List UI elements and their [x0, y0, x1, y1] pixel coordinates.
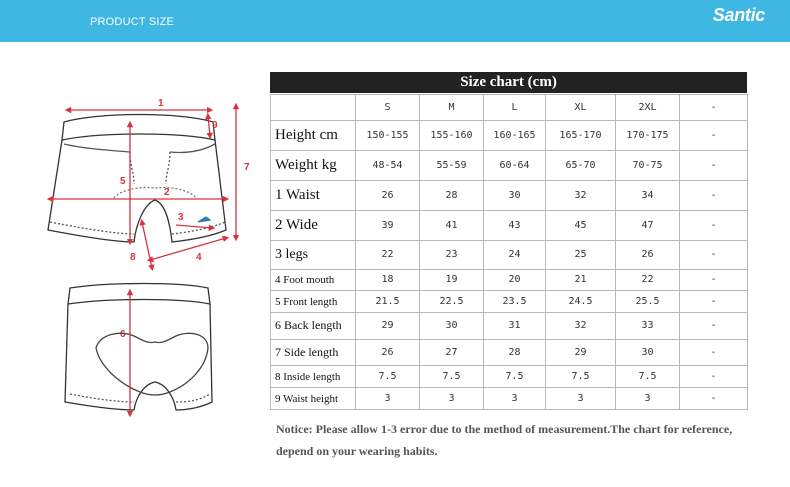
table-cell: 34 [616, 181, 680, 211]
table-row [271, 366, 748, 388]
table-cell: 7.5 [546, 366, 616, 388]
table-cell: 24 [484, 241, 546, 269]
table-row [271, 121, 748, 151]
label-4: 4 [196, 252, 202, 263]
label-3: 3 [178, 212, 184, 223]
table-cell: 26 [356, 181, 420, 211]
column-header: 2XL [616, 95, 680, 121]
table-cell: - [680, 151, 748, 181]
column-header: L [484, 95, 546, 121]
row-label: 7 Side length [271, 339, 356, 366]
table-cell: 22.5 [420, 291, 484, 313]
label-9: 9 [212, 120, 218, 131]
table-cell: 29 [546, 339, 616, 366]
table-cell: 22 [356, 241, 420, 269]
table-cell: 7.5 [616, 366, 680, 388]
table-cell: 165-170 [546, 121, 616, 151]
table-cell: 26 [356, 339, 420, 366]
section-label: PRODUCT SIZE [90, 16, 175, 28]
table-cell: 30 [616, 339, 680, 366]
table-cell: 55-59 [420, 151, 484, 181]
table-cell: 3 [484, 388, 546, 410]
table-cell: 170-175 [616, 121, 680, 151]
table-cell: 32 [546, 181, 616, 211]
label-8: 8 [130, 252, 136, 263]
table-cell: 41 [420, 211, 484, 241]
table-row [271, 181, 748, 211]
table-cell: 24.5 [546, 291, 616, 313]
table-cell: 39 [356, 211, 420, 241]
row-label: 4 Foot mouth [271, 269, 356, 291]
label-1: 1 [158, 98, 164, 109]
table-cell: 28 [420, 181, 484, 211]
column-header: - [680, 95, 748, 121]
table-cell: 48-54 [356, 151, 420, 181]
table-cell: - [680, 241, 748, 269]
table-row [271, 388, 748, 410]
table-cell: 22 [616, 269, 680, 291]
table-cell: 32 [546, 313, 616, 340]
table-cell: - [680, 366, 748, 388]
row-label: 6 Back length [271, 313, 356, 340]
table-cell: 155-160 [420, 121, 484, 151]
column-header: XL [546, 95, 616, 121]
table-cell: - [680, 121, 748, 151]
table-cell: - [680, 313, 748, 340]
table-row [271, 211, 748, 241]
notice-line-1: Notice: Please allow 1-3 error due to the method of measurement.The chart for reference, [276, 422, 733, 436]
row-label: 5 Front length [271, 291, 356, 313]
table-cell: 30 [420, 313, 484, 340]
table-cell: 31 [484, 313, 546, 340]
table-cell: 7.5 [356, 366, 420, 388]
table-cell: 3 [420, 388, 484, 410]
table-cell: 65-70 [546, 151, 616, 181]
table-cell: 45 [546, 211, 616, 241]
table-cell: - [680, 181, 748, 211]
table-cell: - [680, 269, 748, 291]
table-cell: 28 [484, 339, 546, 366]
table-cell: 20 [484, 269, 546, 291]
table-row [271, 291, 748, 313]
table-cell: 160-165 [484, 121, 546, 151]
table-cell: 7.5 [420, 366, 484, 388]
measurement-notice [276, 418, 746, 462]
table-cell: 18 [356, 269, 420, 291]
table-cell: 30 [484, 181, 546, 211]
row-label: 8 Inside length [271, 366, 356, 388]
size-chart-table [270, 94, 748, 410]
row-label: 9 Waist height [271, 388, 356, 410]
table-cell: 3 [616, 388, 680, 410]
size-chart-title: Size chart (cm) [270, 72, 747, 93]
table-cell: 25.5 [616, 291, 680, 313]
table-cell: 70-75 [616, 151, 680, 181]
table-row [271, 151, 748, 181]
shorts-measurement-diagram [30, 92, 255, 432]
table-header-row [271, 95, 748, 121]
table-cell: 7.5 [484, 366, 546, 388]
back-shorts-outline [65, 284, 212, 411]
table-cell: 3 [546, 388, 616, 410]
label-2: 2 [164, 187, 170, 198]
table-cell: - [680, 291, 748, 313]
label-6: 6 [120, 329, 126, 340]
row-label: 1 Waist [271, 181, 356, 211]
table-cell: - [680, 211, 748, 241]
table-cell: 19 [420, 269, 484, 291]
table-cell: 26 [616, 241, 680, 269]
table-row [271, 313, 748, 340]
table-cell: 23 [420, 241, 484, 269]
table-cell: 29 [356, 313, 420, 340]
notice-line-2: depend on your wearing habits. [276, 444, 438, 458]
column-header: M [420, 95, 484, 121]
row-label: 3 legs [271, 241, 356, 269]
column-header: S [356, 95, 420, 121]
label-5: 5 [120, 176, 126, 187]
table-cell: - [680, 388, 748, 410]
header-bar [0, 0, 790, 42]
table-cell: 3 [356, 388, 420, 410]
table-cell: 43 [484, 211, 546, 241]
table-row [271, 339, 748, 366]
brand-logo: Santic [712, 5, 765, 25]
header-corner-cell [271, 95, 356, 121]
row-label: Height cm [271, 121, 356, 151]
table-cell: 60-64 [484, 151, 546, 181]
row-label: Weight kg [271, 151, 356, 181]
front-measurement-lines [50, 106, 236, 268]
table-row [271, 269, 748, 291]
table-cell: 33 [616, 313, 680, 340]
front-shorts-outline [48, 115, 226, 243]
table-cell: 47 [616, 211, 680, 241]
table-cell: - [680, 339, 748, 366]
table-cell: 27 [420, 339, 484, 366]
label-7: 7 [244, 162, 250, 173]
table-cell: 21 [546, 269, 616, 291]
table-row [271, 241, 748, 269]
table-cell: 23.5 [484, 291, 546, 313]
table-cell: 25 [546, 241, 616, 269]
table-cell: 150-155 [356, 121, 420, 151]
row-label: 2 Wide [271, 211, 356, 241]
table-cell: 21.5 [356, 291, 420, 313]
